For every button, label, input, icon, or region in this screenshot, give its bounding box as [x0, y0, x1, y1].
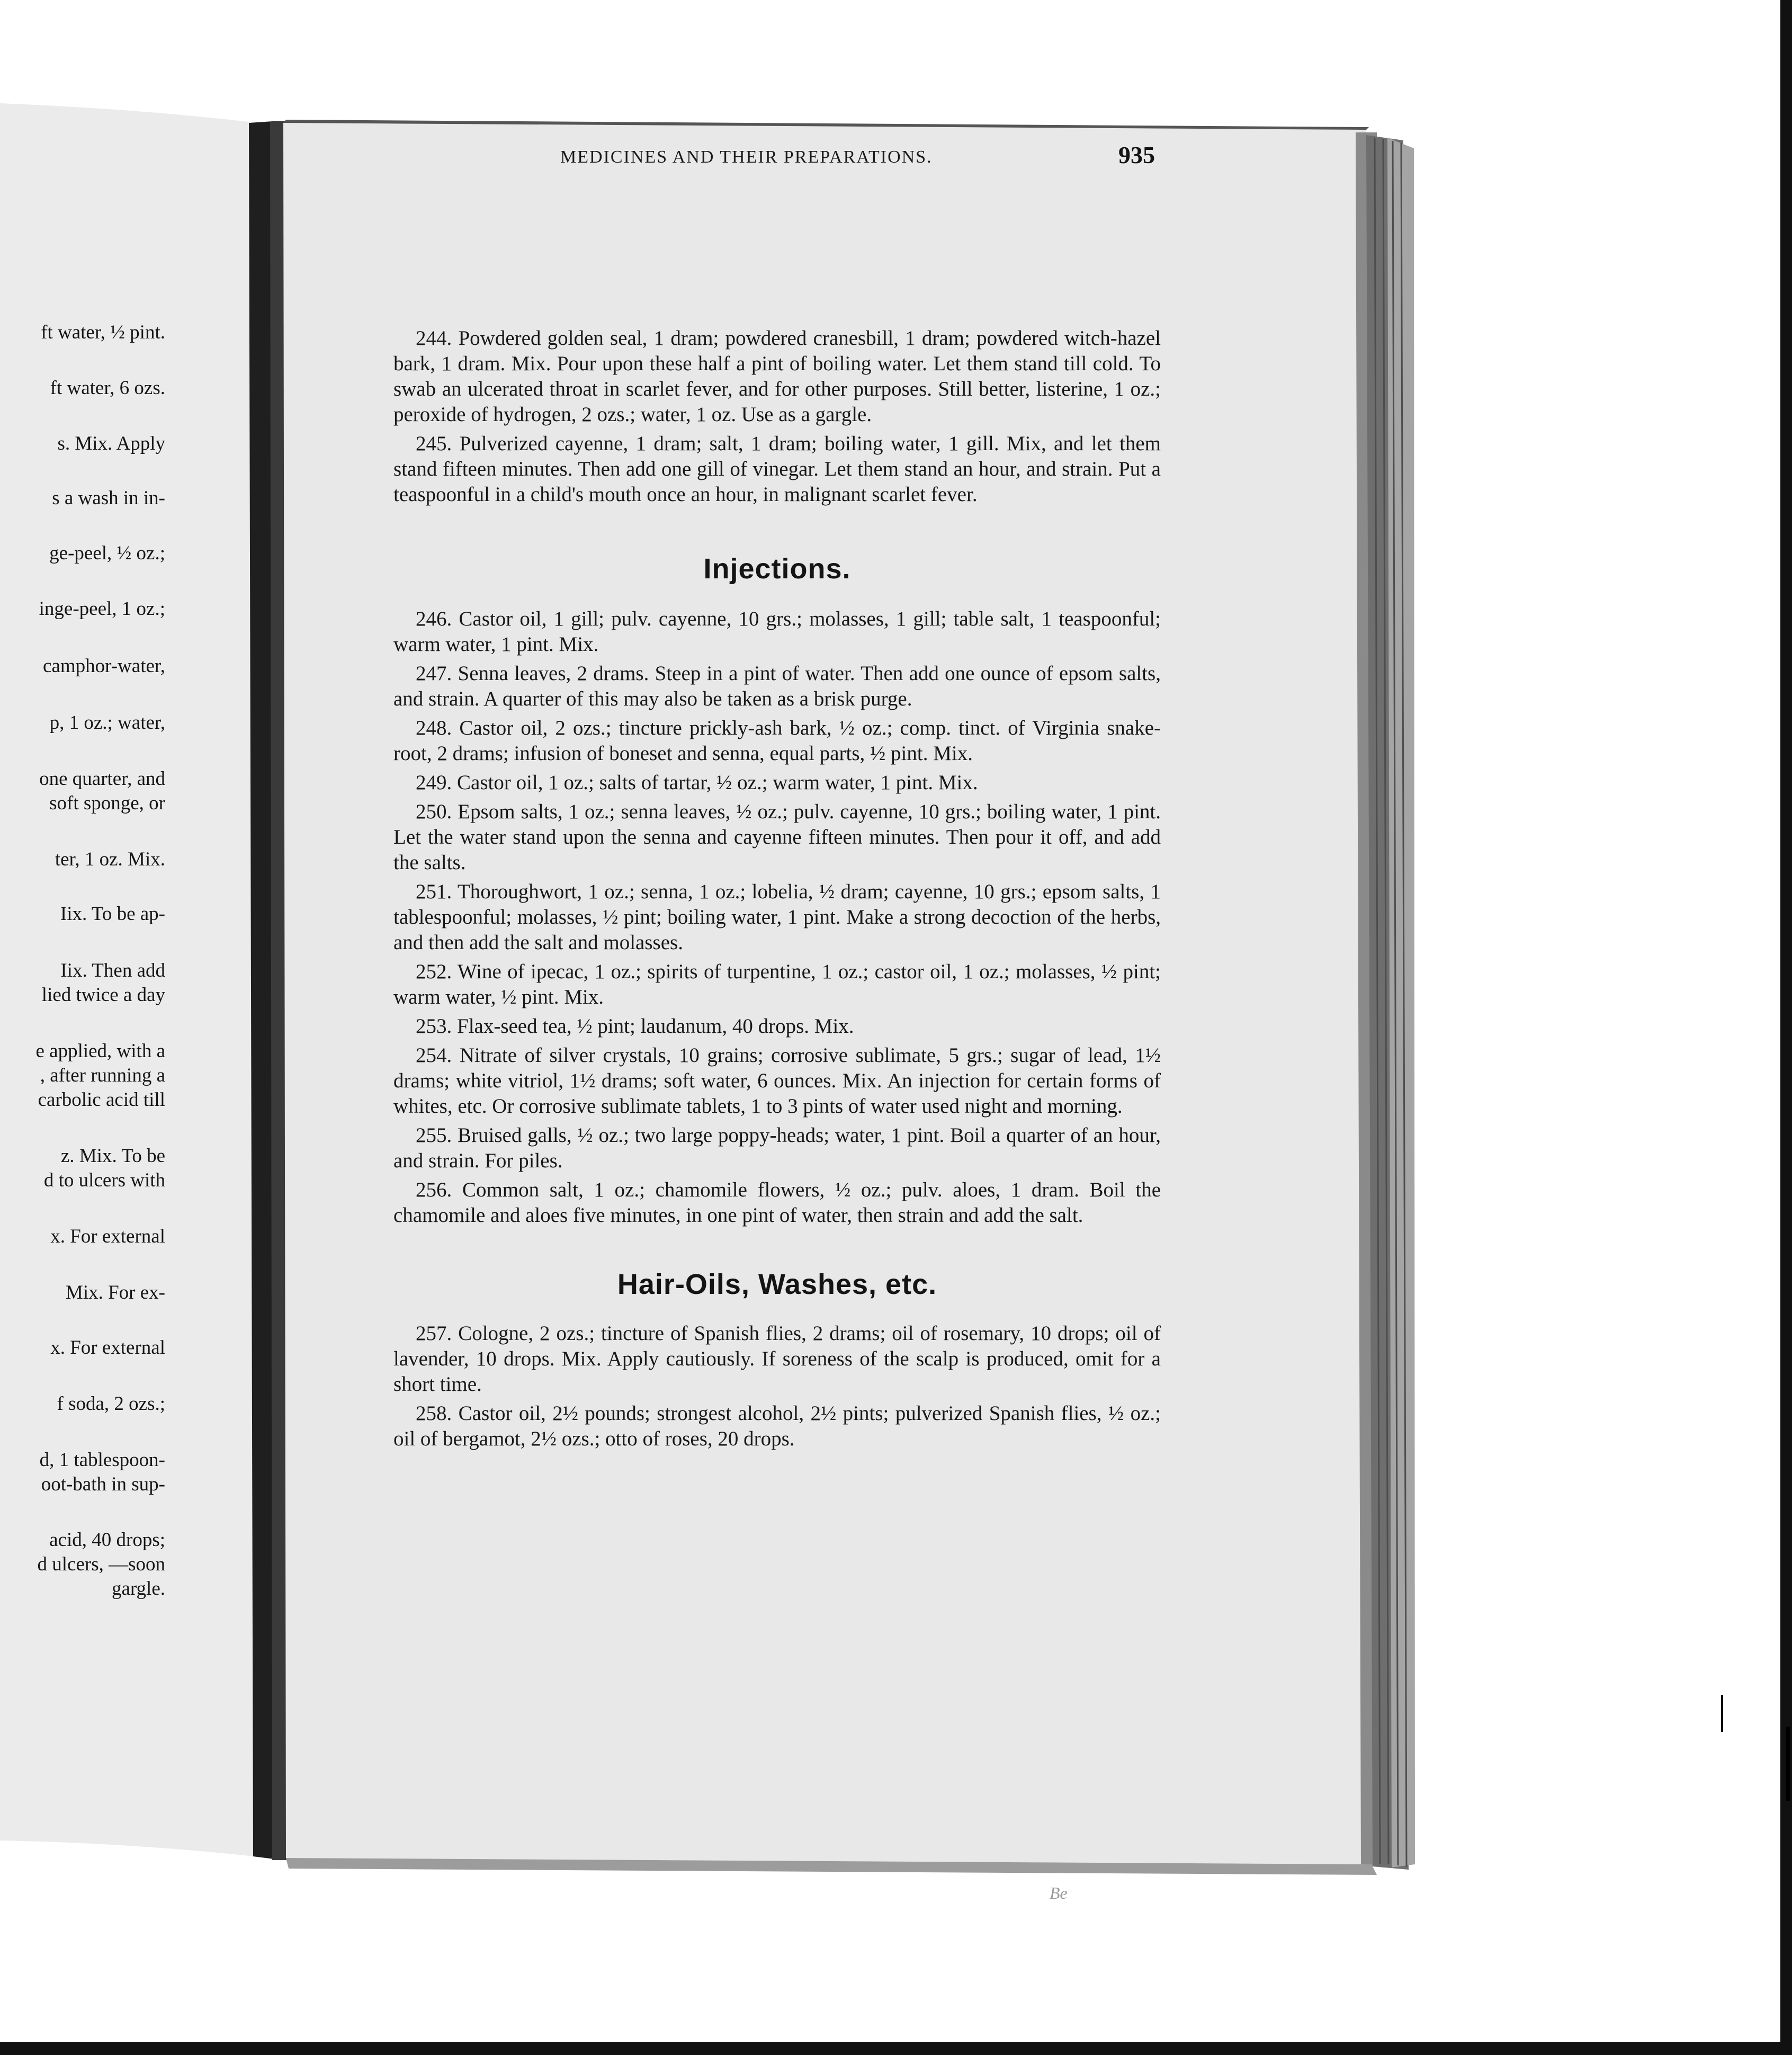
left-line: z. Mix. To be: [60, 1145, 165, 1167]
left-line: Iix. To be ap-: [60, 903, 165, 925]
left-line: inge-peel, 1 oz.;: [39, 598, 165, 620]
left-line: ter, 1 oz. Mix.: [55, 848, 165, 870]
left-line: carbolic acid till: [38, 1089, 165, 1111]
recipe-245: 245. Pulverized cayenne, 1 dram; salt, 1 dram; boiling water, 1 gill. Mix, and let them stand fifteen minutes. Then add one gill of vinegar. Let them stand an hour, and strain. Put a teaspoonful in a child's mouth once an hour, in malignant scarlet fever.: [393, 432, 1161, 506]
recipe-252: 252. Wine of ipecac, 1 oz.; spirits of turpentine, 1 oz.; castor oil, 1 oz.; molasses, ½ pint; warm water, ½ pint. Mix.: [393, 960, 1161, 1008]
left-line: Mix. For ex-: [65, 1282, 165, 1303]
recipe-258: 258. Castor oil, 2½ pounds; strongest alcohol, 2½ pints; pulverized Spanish flies, ½ oz.; oil of bergamot, 2½ ozs.; otto of roses, 20 drops.: [393, 1402, 1161, 1450]
left-line: lied twice a day: [41, 984, 165, 1006]
left-line: soft sponge, or: [49, 792, 165, 814]
left-line: p, 1 oz.; water,: [49, 712, 165, 734]
left-line: gargle.: [111, 1578, 165, 1600]
left-line: oot-bath in sup-: [41, 1473, 165, 1495]
left-line: acid, 40 drops;: [49, 1529, 165, 1551]
running-head: MEDICINES AND THEIR PREPARATIONS.: [560, 147, 933, 167]
left-line: d, 1 tablespoon-: [39, 1449, 165, 1471]
recipe-253: 253. Flax-seed tea, ½ pint; laudanum, 40 drops. Mix.: [416, 1015, 854, 1038]
recipe-251: 251. Thoroughwort, 1 oz.; senna, 1 oz.; lobelia, ½ dram; cayenne, 10 grs.; epsom salts, 1 tablespoonful; molasses, ½ pint; boiling water, 1 pint. Make a strong decoction of the herbs, and then add the salt and molasses.: [393, 880, 1161, 954]
section-heading-injections: Injections.: [703, 553, 851, 585]
signature-mark: Be: [1050, 1883, 1068, 1902]
left-line: ft water, ½ pint.: [41, 321, 165, 343]
left-line: s a wash in in-: [52, 487, 165, 509]
recipe-244: 244. Powdered golden seal, 1 dram; powdered cranesbill, 1 dram; powdered witch-hazel bark, 1 dram. Mix. Pour upon these half a pint of boiling water. Let them stand till cold. To swab an ulcerated throat in scarlet fever, and for other purposes. Still better, listerine, 1 oz.; peroxide of hydrogen, 2 ozs.; water, 1 oz. Use as a gargle.: [393, 327, 1161, 426]
left-line: camphor-water,: [43, 655, 165, 677]
left-line: s. Mix. Apply: [57, 433, 165, 454]
left-line: Iix. Then add: [60, 960, 165, 981]
recipe-254: 254. Nitrate of silver crystals, 10 grains; corrosive sublimate, 5 grs.; sugar of lead, 1½ drams; white vitriol, 1½ drams; soft water, 6 ounces. Mix. An injection for certain forms of whites, etc. Or corrosive sublimate tablets, 1 to 3 pints of water used night and morning.: [393, 1044, 1161, 1118]
left-line: ft water, 6 ozs.: [50, 377, 165, 399]
left-line: e applied, with a: [35, 1040, 165, 1062]
page-body: [393, 326, 1161, 1455]
recipe-248: 248. Castor oil, 2 ozs.; tincture prickly-ash bark, ½ oz.; comp. tinct. of Virginia snake-root, 2 drams; infusion of boneset and senna, equal parts, ½ pint. Mix.: [393, 717, 1161, 765]
section-heading-hair-oils: Hair-Oils, Washes, etc.: [617, 1268, 937, 1300]
left-line: ge-peel, ½ oz.;: [49, 542, 165, 564]
left-line: d to ulcers with: [43, 1169, 165, 1191]
recipe-249: 249. Castor oil, 1 oz.; salts of tartar, ½ oz.; warm water, 1 pint. Mix.: [416, 771, 978, 794]
left-line: f soda, 2 ozs.;: [57, 1393, 165, 1415]
recipe-256: 256. Common salt, 1 oz.; chamomile flowers, ½ oz.; pulv. aloes, 1 dram. Boil the chamomile and aloes five minutes, in one pint of water, then strain and add the salt.: [393, 1178, 1161, 1227]
recipe-255: 255. Bruised galls, ½ oz.; two large poppy-heads; water, 1 pint. Boil a quarter of an hour, and strain. For piles.: [393, 1124, 1161, 1172]
left-line: d ulcers, —soon: [37, 1553, 165, 1575]
recipe-246: 246. Castor oil, 1 gill; pulv. cayenne, 10 grs.; molasses, 1 gill; table salt, 1 teaspoonful; warm water, 1 pint. Mix.: [393, 607, 1161, 656]
left-line: x. For external: [50, 1226, 165, 1247]
page-number: 935: [1118, 141, 1155, 168]
left-line: , after running a: [40, 1065, 165, 1086]
left-line: x. For external: [50, 1337, 165, 1359]
recipe-247: 247. Senna leaves, 2 drams. Steep in a pint of water. Then add one ounce of epsom salts, and strain. A quarter of this may also be taken as a brisk purge.: [393, 662, 1161, 710]
recipe-257: 257. Cologne, 2 ozs.; tincture of Spanish flies, 2 drams; oil of rosemary, 10 drops; oil of lavender, 10 drops. Mix. Apply cautiously. If soreness of the scalp is produced, omit for a short time.: [393, 1322, 1161, 1396]
left-line: one quarter, and: [39, 768, 165, 790]
recipe-250: 250. Epsom salts, 1 oz.; senna leaves, ½ oz.; pulv. cayenne, 10 grs.; boiling water, 1 pint. Let the water stand upon the senna and cayenne fifteen minutes. Then pour it off, and add the salts.: [393, 800, 1161, 874]
